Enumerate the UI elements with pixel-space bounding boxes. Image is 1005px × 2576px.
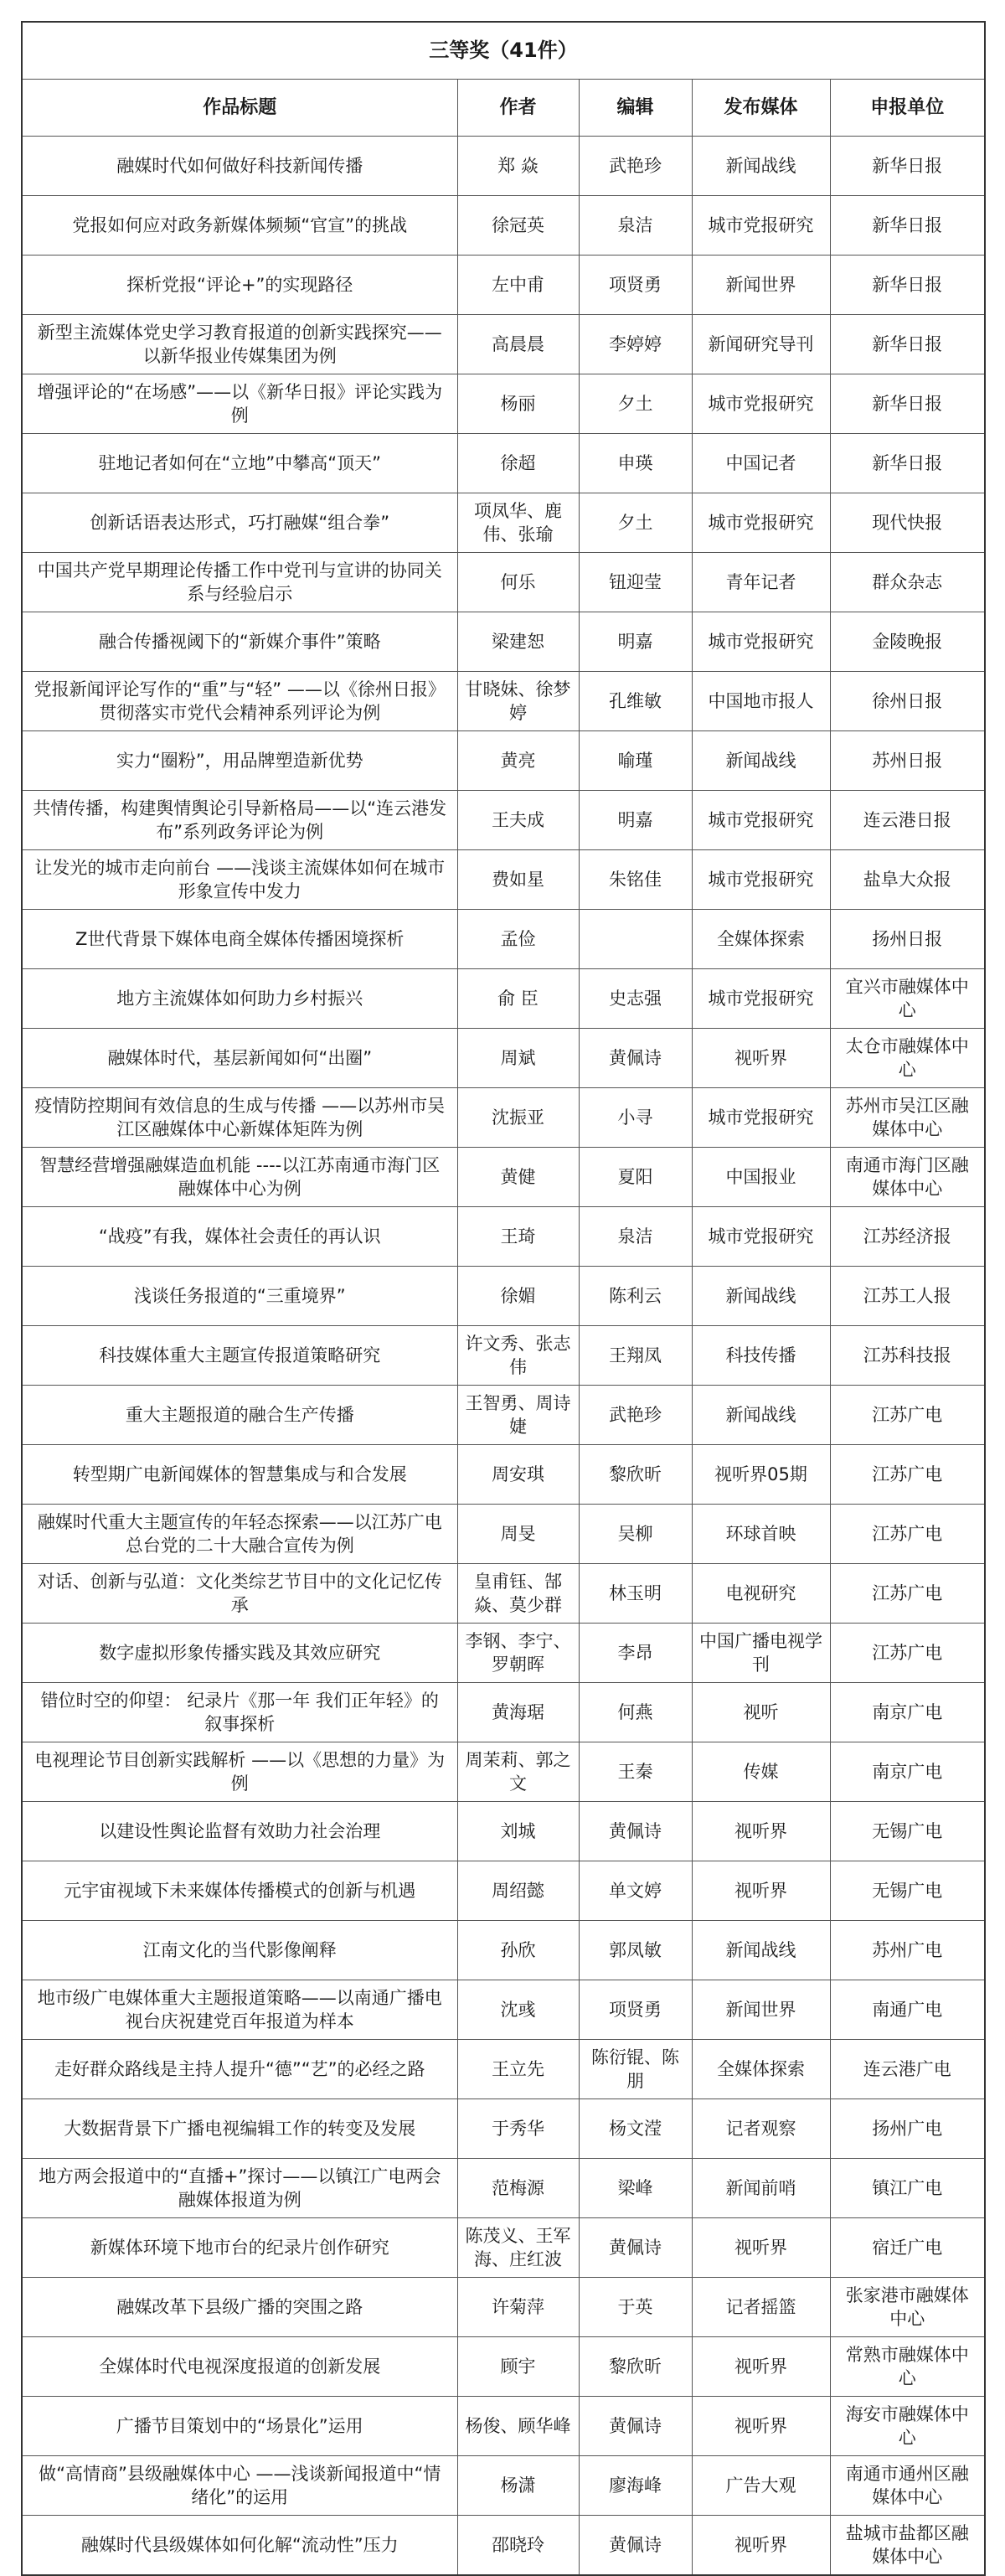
table-row bbox=[22, 2040, 985, 2099]
cell-editor: 陈衍锟、陈朋 bbox=[579, 2040, 692, 2099]
table-row bbox=[22, 1326, 985, 1386]
cell-author: 杨俊、顾华峰 bbox=[457, 2397, 579, 2456]
cell-title: 融媒改革下县级广播的突围之路 bbox=[22, 2278, 457, 2337]
table-row bbox=[22, 434, 985, 493]
cell-title: 探析党报“评论+”的实现路径 bbox=[22, 256, 457, 315]
cell-media: 视听界 bbox=[692, 2397, 830, 2456]
cell-media: 中国广播电视学刊 bbox=[692, 1624, 830, 1683]
table-row bbox=[22, 791, 985, 850]
table-row bbox=[22, 1207, 985, 1267]
table-row bbox=[22, 256, 985, 315]
cell-title: 大数据背景下广播电视编辑工作的转变及发展 bbox=[22, 2099, 457, 2159]
cell-unit: 新华日报 bbox=[830, 315, 985, 374]
cell-media: 城市党报研究 bbox=[692, 1207, 830, 1267]
cell-media: 广告大观 bbox=[692, 2456, 830, 2516]
cell-media: 全媒体探索 bbox=[692, 910, 830, 969]
cell-author: 郑 焱 bbox=[457, 137, 579, 196]
cell-editor: 单文婷 bbox=[579, 1861, 692, 1921]
cell-title: 中国共产党早期理论传播工作中党刊与宣讲的协同关系与经验启示 bbox=[22, 553, 457, 612]
cell-author: 顾宇 bbox=[457, 2337, 579, 2397]
cell-media: 视听界 bbox=[692, 2337, 830, 2397]
cell-media: 新闻前哨 bbox=[692, 2159, 830, 2218]
cell-editor: 吴柳 bbox=[579, 1505, 692, 1564]
cell-editor: 申瑛 bbox=[579, 434, 692, 493]
header-author: 作者 bbox=[457, 80, 579, 137]
cell-unit: 盐城市盐都区融媒体中心 bbox=[830, 2516, 985, 2576]
cell-author: 陈茂义、王军海、庄红波 bbox=[457, 2218, 579, 2278]
cell-media: 电视研究 bbox=[692, 1564, 830, 1624]
cell-unit: 连云港日报 bbox=[830, 791, 985, 850]
cell-editor: 小寻 bbox=[579, 1088, 692, 1148]
cell-title: 增强评论的“在场感”——以《新华日报》评论实践为例 bbox=[22, 374, 457, 434]
cell-author: 周斌 bbox=[457, 1029, 579, 1088]
cell-unit: 群众杂志 bbox=[830, 553, 985, 612]
cell-unit: 扬州广电 bbox=[830, 2099, 985, 2159]
cell-media: 传媒 bbox=[692, 1742, 830, 1802]
award-table bbox=[21, 21, 986, 2576]
cell-editor: 泉洁 bbox=[579, 1207, 692, 1267]
table-row bbox=[22, 1445, 985, 1505]
cell-editor: 项贤勇 bbox=[579, 1980, 692, 2040]
cell-media: 视听界05期 bbox=[692, 1445, 830, 1505]
table-row bbox=[22, 374, 985, 434]
cell-author: 沈振亚 bbox=[457, 1088, 579, 1148]
cell-editor: 泉洁 bbox=[579, 196, 692, 256]
table-row bbox=[22, 1386, 985, 1445]
cell-media: 全媒体探索 bbox=[692, 2040, 830, 2099]
table-row bbox=[22, 137, 985, 196]
table-caption: 三等奖（41件） bbox=[22, 22, 985, 80]
cell-unit: 江苏科技报 bbox=[830, 1326, 985, 1386]
cell-author: 梁建恕 bbox=[457, 612, 579, 672]
cell-unit: 江苏广电 bbox=[830, 1445, 985, 1505]
header-unit: 申报单位 bbox=[830, 80, 985, 137]
cell-author: 周旻 bbox=[457, 1505, 579, 1564]
cell-media: 视听界 bbox=[692, 2218, 830, 2278]
cell-media: 视听界 bbox=[692, 1029, 830, 1088]
table-row bbox=[22, 315, 985, 374]
cell-unit: 无锡广电 bbox=[830, 1861, 985, 1921]
cell-author: 李钢、李宁、罗朝晖 bbox=[457, 1624, 579, 1683]
cell-media: 科技传播 bbox=[692, 1326, 830, 1386]
table-row bbox=[22, 2099, 985, 2159]
cell-author: 沈彧 bbox=[457, 1980, 579, 2040]
cell-unit: 新华日报 bbox=[830, 256, 985, 315]
cell-author: 甘晓妹、徐梦婷 bbox=[457, 672, 579, 731]
cell-author: 周安琪 bbox=[457, 1445, 579, 1505]
cell-editor: 孔维敏 bbox=[579, 672, 692, 731]
table-row bbox=[22, 1921, 985, 1980]
cell-author: 孟俭 bbox=[457, 910, 579, 969]
cell-unit: 扬州日报 bbox=[830, 910, 985, 969]
cell-author: 王夫成 bbox=[457, 791, 579, 850]
table-row bbox=[22, 2218, 985, 2278]
cell-unit: 南通市通州区融媒体中心 bbox=[830, 2456, 985, 2516]
cell-unit: 苏州市吴江区融媒体中心 bbox=[830, 1088, 985, 1148]
cell-author: 范梅源 bbox=[457, 2159, 579, 2218]
table-row bbox=[22, 1088, 985, 1148]
cell-title: 科技媒体重大主题宣传报道策略研究 bbox=[22, 1326, 457, 1386]
table-row bbox=[22, 1861, 985, 1921]
table-row bbox=[22, 2159, 985, 2218]
cell-media: 中国报业 bbox=[692, 1148, 830, 1207]
cell-author: 王智勇、周诗婕 bbox=[457, 1386, 579, 1445]
table-row bbox=[22, 731, 985, 791]
table-row bbox=[22, 2337, 985, 2397]
table-row bbox=[22, 910, 985, 969]
cell-unit: 连云港广电 bbox=[830, 2040, 985, 2099]
cell-unit: 江苏广电 bbox=[830, 1386, 985, 1445]
cell-unit: 江苏广电 bbox=[830, 1505, 985, 1564]
table-row bbox=[22, 850, 985, 910]
cell-author: 皇甫钰、郜焱、莫少群 bbox=[457, 1564, 579, 1624]
cell-editor: 黄佩诗 bbox=[579, 2516, 692, 2576]
cell-editor: 武艳珍 bbox=[579, 1386, 692, 1445]
cell-author: 杨丽 bbox=[457, 374, 579, 434]
cell-media: 新闻世界 bbox=[692, 1980, 830, 2040]
cell-title: 地市级广电媒体重大主题报道策略——以南通广播电视台庆祝建党百年报道为样本 bbox=[22, 1980, 457, 2040]
cell-editor: 陈利云 bbox=[579, 1267, 692, 1326]
cell-author: 黄健 bbox=[457, 1148, 579, 1207]
cell-title: 实力“圈粉”，用品牌塑造新优势 bbox=[22, 731, 457, 791]
table-row bbox=[22, 1683, 985, 1742]
cell-editor: 喻瑾 bbox=[579, 731, 692, 791]
cell-editor: 何燕 bbox=[579, 1683, 692, 1742]
cell-unit: 新华日报 bbox=[830, 137, 985, 196]
cell-unit: 金陵晚报 bbox=[830, 612, 985, 672]
table-row bbox=[22, 1505, 985, 1564]
cell-media: 新闻研究导刊 bbox=[692, 315, 830, 374]
cell-editor: 夏阳 bbox=[579, 1148, 692, 1207]
cell-media: 新闻战线 bbox=[692, 1267, 830, 1326]
header-title: 作品标题 bbox=[22, 80, 457, 137]
cell-unit: 南通市海门区融媒体中心 bbox=[830, 1148, 985, 1207]
cell-editor: 武艳珍 bbox=[579, 137, 692, 196]
cell-media: 城市党报研究 bbox=[692, 1088, 830, 1148]
cell-author: 黄亮 bbox=[457, 731, 579, 791]
cell-media: 中国记者 bbox=[692, 434, 830, 493]
cell-title: 江南文化的当代影像阐释 bbox=[22, 1921, 457, 1980]
cell-author: 俞 臣 bbox=[457, 969, 579, 1029]
cell-media: 记者摇篮 bbox=[692, 2278, 830, 2337]
cell-unit: 现代快报 bbox=[830, 493, 985, 553]
cell-media: 环球首映 bbox=[692, 1505, 830, 1564]
cell-author: 徐冠英 bbox=[457, 196, 579, 256]
cell-unit: 镇江广电 bbox=[830, 2159, 985, 2218]
cell-title: 走好群众路线是主持人提升“德”“艺”的必经之路 bbox=[22, 2040, 457, 2099]
cell-unit: 新华日报 bbox=[830, 434, 985, 493]
cell-editor: 朱铭佳 bbox=[579, 850, 692, 910]
cell-media: 视听界 bbox=[692, 2516, 830, 2576]
cell-editor: 黄佩诗 bbox=[579, 1029, 692, 1088]
cell-editor: 黄佩诗 bbox=[579, 1802, 692, 1861]
cell-title: 元宇宙视域下未来媒体传播模式的创新与机遇 bbox=[22, 1861, 457, 1921]
table-row bbox=[22, 969, 985, 1029]
cell-title: 重大主题报道的融合生产传播 bbox=[22, 1386, 457, 1445]
cell-author: 周茉莉、郭之文 bbox=[457, 1742, 579, 1802]
table-row bbox=[22, 612, 985, 672]
cell-media: 城市党报研究 bbox=[692, 969, 830, 1029]
cell-title: 数字虚拟形象传播实践及其效应研究 bbox=[22, 1624, 457, 1683]
cell-title: 党报新闻评论写作的“重”与“轻” ——以《徐州日报》贯彻落实市党代会精神系列评论为例 bbox=[22, 672, 457, 731]
cell-title: 疫情防控期间有效信息的生成与传播 ——以苏州市吴江区融媒体中心新媒体矩阵为例 bbox=[22, 1088, 457, 1148]
cell-unit: 新华日报 bbox=[830, 374, 985, 434]
cell-editor: 李婷婷 bbox=[579, 315, 692, 374]
cell-unit: 新华日报 bbox=[830, 196, 985, 256]
cell-title: 转型期广电新闻媒体的智慧集成与和合发展 bbox=[22, 1445, 457, 1505]
table-row bbox=[22, 553, 985, 612]
cell-title: “战疫”有我，媒体社会责任的再认识 bbox=[22, 1207, 457, 1267]
cell-title: 浅谈任务报道的“三重境界” bbox=[22, 1267, 457, 1326]
cell-editor: 黎欣昕 bbox=[579, 1445, 692, 1505]
cell-author: 刘城 bbox=[457, 1802, 579, 1861]
cell-author: 许菊萍 bbox=[457, 2278, 579, 2337]
cell-author: 杨潇 bbox=[457, 2456, 579, 2516]
cell-editor: 梁峰 bbox=[579, 2159, 692, 2218]
table-row bbox=[22, 1802, 985, 1861]
cell-editor: 廖海峰 bbox=[579, 2456, 692, 2516]
cell-author: 王立先 bbox=[457, 2040, 579, 2099]
table-row bbox=[22, 1624, 985, 1683]
table-row bbox=[22, 1267, 985, 1326]
cell-unit: 苏州日报 bbox=[830, 731, 985, 791]
cell-unit: 无锡广电 bbox=[830, 1802, 985, 1861]
cell-unit: 徐州日报 bbox=[830, 672, 985, 731]
cell-editor bbox=[579, 910, 692, 969]
cell-unit: 南京广电 bbox=[830, 1742, 985, 1802]
cell-unit: 盐阜大众报 bbox=[830, 850, 985, 910]
cell-title: 错位时空的仰望： 纪录片《那一年 我们正年轻》的叙事探析 bbox=[22, 1683, 457, 1742]
cell-editor: 夕土 bbox=[579, 493, 692, 553]
cell-editor: 黄佩诗 bbox=[579, 2397, 692, 2456]
cell-unit: 江苏经济报 bbox=[830, 1207, 985, 1267]
cell-media: 视听界 bbox=[692, 1861, 830, 1921]
cell-editor: 郭凤敏 bbox=[579, 1921, 692, 1980]
cell-media: 城市党报研究 bbox=[692, 850, 830, 910]
cell-editor: 明嘉 bbox=[579, 612, 692, 672]
award-document bbox=[21, 21, 984, 2576]
cell-media: 城市党报研究 bbox=[692, 196, 830, 256]
cell-title: 新型主流媒体党史学习教育报道的创新实践探究——以新华报业传媒集团为例 bbox=[22, 315, 457, 374]
cell-editor: 史志强 bbox=[579, 969, 692, 1029]
cell-editor: 王翔凤 bbox=[579, 1326, 692, 1386]
cell-title: 融媒时代县级媒体如何化解“流动性”压力 bbox=[22, 2516, 457, 2576]
cell-media: 城市党报研究 bbox=[692, 612, 830, 672]
cell-title: 融媒时代如何做好科技新闻传播 bbox=[22, 137, 457, 196]
cell-unit: 江苏广电 bbox=[830, 1624, 985, 1683]
cell-media: 城市党报研究 bbox=[692, 791, 830, 850]
cell-unit: 太仓市融媒体中心 bbox=[830, 1029, 985, 1088]
cell-unit: 南京广电 bbox=[830, 1683, 985, 1742]
cell-title: 驻地记者如何在“立地”中攀高“顶天” bbox=[22, 434, 457, 493]
cell-author: 周绍懿 bbox=[457, 1861, 579, 1921]
cell-author: 何乐 bbox=[457, 553, 579, 612]
cell-editor: 钮迎莹 bbox=[579, 553, 692, 612]
cell-title: 智慧经营增强融媒造血机能 ----以江苏南通市海门区融媒体中心为例 bbox=[22, 1148, 457, 1207]
cell-title: 共情传播，构建舆情舆论引导新格局——以“连云港发布”系列政务评论为例 bbox=[22, 791, 457, 850]
cell-author: 于秀华 bbox=[457, 2099, 579, 2159]
table-row bbox=[22, 2516, 985, 2576]
cell-title: 以建设性舆论监督有效助力社会治理 bbox=[22, 1802, 457, 1861]
cell-title: 广播节目策划中的“场景化”运用 bbox=[22, 2397, 457, 2456]
cell-title: 地方两会报道中的“直播+”探讨——以镇江广电两会融媒体报道为例 bbox=[22, 2159, 457, 2218]
cell-media: 新闻战线 bbox=[692, 731, 830, 791]
table-row bbox=[22, 1148, 985, 1207]
table-row bbox=[22, 2456, 985, 2516]
cell-media: 新闻战线 bbox=[692, 137, 830, 196]
table-row bbox=[22, 1029, 985, 1088]
table-row bbox=[22, 2397, 985, 2456]
cell-unit: 江苏工人报 bbox=[830, 1267, 985, 1326]
cell-media: 新闻战线 bbox=[692, 1386, 830, 1445]
cell-media: 记者观察 bbox=[692, 2099, 830, 2159]
cell-title: 做“高情商”县级融媒体中心 ——浅谈新闻报道中“情绪化”的运用 bbox=[22, 2456, 457, 2516]
cell-unit: 张家港市融媒体中心 bbox=[830, 2278, 985, 2337]
cell-media: 视听 bbox=[692, 1683, 830, 1742]
cell-media: 城市党报研究 bbox=[692, 493, 830, 553]
cell-unit: 宜兴市融媒体中心 bbox=[830, 969, 985, 1029]
cell-title: 融媒时代重大主题宣传的年轻态探索——以江苏广电总台党的二十大融合宣传为例 bbox=[22, 1505, 457, 1564]
cell-media: 城市党报研究 bbox=[692, 374, 830, 434]
cell-title: 融合传播视阈下的“新媒介事件”策略 bbox=[22, 612, 457, 672]
header-media: 发布媒体 bbox=[692, 80, 830, 137]
cell-media: 新闻战线 bbox=[692, 1921, 830, 1980]
cell-author: 左中甫 bbox=[457, 256, 579, 315]
table-body bbox=[22, 137, 985, 2576]
cell-editor: 李昂 bbox=[579, 1624, 692, 1683]
cell-author: 孙欣 bbox=[457, 1921, 579, 1980]
cell-author: 王琦 bbox=[457, 1207, 579, 1267]
cell-unit: 宿迁广电 bbox=[830, 2218, 985, 2278]
table-row bbox=[22, 493, 985, 553]
cell-title: 全媒体时代电视深度报道的创新发展 bbox=[22, 2337, 457, 2397]
cell-title: 党报如何应对政务新媒体频频“官宣”的挑战 bbox=[22, 196, 457, 256]
cell-unit: 苏州广电 bbox=[830, 1921, 985, 1980]
cell-media: 中国地市报人 bbox=[692, 672, 830, 731]
cell-editor: 项贤勇 bbox=[579, 256, 692, 315]
table-row bbox=[22, 672, 985, 731]
header-editor: 编辑 bbox=[579, 80, 692, 137]
cell-unit: 南通广电 bbox=[830, 1980, 985, 2040]
cell-author: 黄海琚 bbox=[457, 1683, 579, 1742]
table-row bbox=[22, 196, 985, 256]
cell-unit: 常熟市融媒体中心 bbox=[830, 2337, 985, 2397]
cell-title: 地方主流媒体如何助力乡村振兴 bbox=[22, 969, 457, 1029]
cell-unit: 江苏广电 bbox=[830, 1564, 985, 1624]
cell-title: 对话、创新与弘道：文化类综艺节目中的文化记忆传承 bbox=[22, 1564, 457, 1624]
cell-editor: 于英 bbox=[579, 2278, 692, 2337]
cell-media: 青年记者 bbox=[692, 553, 830, 612]
cell-media: 新闻世界 bbox=[692, 256, 830, 315]
cell-title: 融媒体时代，基层新闻如何“出圈” bbox=[22, 1029, 457, 1088]
cell-editor: 夕土 bbox=[579, 374, 692, 434]
cell-author: 高晨晨 bbox=[457, 315, 579, 374]
cell-editor: 王秦 bbox=[579, 1742, 692, 1802]
cell-author: 徐媚 bbox=[457, 1267, 579, 1326]
cell-title: 新媒体环境下地市台的纪录片创作研究 bbox=[22, 2218, 457, 2278]
cell-editor: 明嘉 bbox=[579, 791, 692, 850]
cell-media: 视听界 bbox=[692, 1802, 830, 1861]
cell-title: 让发光的城市走向前台 ——浅谈主流媒体如何在城市形象宣传中发力 bbox=[22, 850, 457, 910]
cell-title: Z世代背景下媒体电商全媒体传播困境探析 bbox=[22, 910, 457, 969]
cell-editor: 黎欣昕 bbox=[579, 2337, 692, 2397]
table-row bbox=[22, 1980, 985, 2040]
cell-author: 徐超 bbox=[457, 434, 579, 493]
table-row bbox=[22, 1742, 985, 1802]
cell-editor: 林玉明 bbox=[579, 1564, 692, 1624]
table-row bbox=[22, 2278, 985, 2337]
cell-editor: 杨文滢 bbox=[579, 2099, 692, 2159]
cell-title: 电视理论节目创新实践解析 ——以《思想的力量》为例 bbox=[22, 1742, 457, 1802]
cell-author: 许文秀、张志伟 bbox=[457, 1326, 579, 1386]
table-row bbox=[22, 1564, 985, 1624]
cell-title: 创新话语表达形式，巧打融媒“组合拳” bbox=[22, 493, 457, 553]
cell-author: 费如星 bbox=[457, 850, 579, 910]
cell-unit: 海安市融媒体中心 bbox=[830, 2397, 985, 2456]
cell-author: 邵晓玲 bbox=[457, 2516, 579, 2576]
cell-author: 项凤华、鹿伟、张瑜 bbox=[457, 493, 579, 553]
cell-editor: 黄佩诗 bbox=[579, 2218, 692, 2278]
